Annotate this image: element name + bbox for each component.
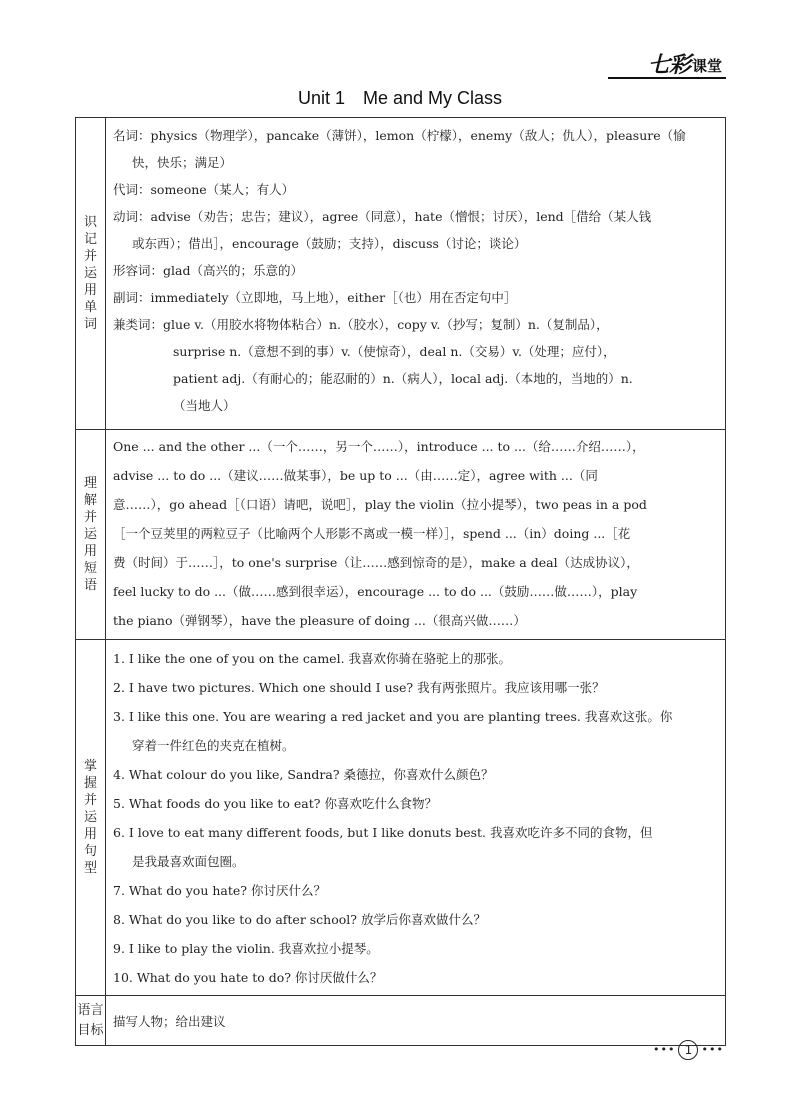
text-line: 形容词：glad（高兴的；乐意的） xyxy=(113,263,303,278)
text-line: 兼类词：glue v.（用胶水将物体粘合）n.（胶水），copy v.（抄写；复制）n.（复制品）， xyxy=(113,317,609,332)
text-line: 代词：someone（某人；有人） xyxy=(113,182,295,197)
text-line: feel lucky to do ...（做……感到很幸运），encourage ... to do ...（鼓励……做……），play xyxy=(113,584,638,599)
text-line: 动词：advise（劝告；忠告；建议），agree（同意），hate（憎恨；讨厌），lend［借给（某人钱 xyxy=(113,209,652,224)
summary-table xyxy=(75,117,726,1046)
text-line: the piano（弹钢琴），have the pleasure of doing ...（很高兴做……） xyxy=(113,613,526,628)
text-line: advise ... to do ...（建议……做某事），be up to ...（由……定），agree with ...（同 xyxy=(113,468,598,483)
text-line: 1. I like the one of you on the camel. 我喜欢你骑在骆驼上的那张。 xyxy=(113,651,512,666)
text-line: 副词：immediately（立即地，马上地），either［（也）用在否定句中］ xyxy=(113,290,517,305)
brand-text-sub: 课堂 xyxy=(691,56,722,75)
dots-right: ••• xyxy=(701,1043,724,1056)
brand-text-main: 七彩 xyxy=(647,52,690,78)
row-label-goals: 语言 目标 xyxy=(76,996,106,1046)
text-line: 8. What do you like to do after school? 放学后你喜欢做什么？ xyxy=(113,912,486,927)
table-row-vocabulary xyxy=(76,118,726,430)
text-line: 5. What foods do you like to eat? 你喜欢吃什么食物？ xyxy=(113,796,437,811)
row-label-vocabulary: 识记并运用单词 xyxy=(76,118,106,430)
row-content-sentences xyxy=(106,640,726,996)
text-line: 意……），go ahead［（口语）请吧，说吧］，play the violin（拉小提琴），two peas in a pod xyxy=(113,497,647,512)
row-label-phrases: 理解并运用短语 xyxy=(76,430,106,640)
text-line: 2. I have two pictures. Which one should I use? 我有两张照片。我应该用哪一张？ xyxy=(113,680,605,695)
text-line: 或东西）；借出］，encourage（鼓励；支持），discuss（讨论；谈论） xyxy=(132,236,527,251)
text-line: ［一个豆荚里的两粒豆子（比喻两个人形影不离或一模一样）］，spend ...（in）doing ...［花 xyxy=(113,526,631,541)
text-line: 是我最喜欢面包圈。 xyxy=(132,854,245,869)
table-row-phrases xyxy=(76,430,726,640)
text-line: 10. What do you hate to do? 你讨厌做什么？ xyxy=(113,970,383,985)
brand-underline xyxy=(608,77,726,79)
table-row-goals xyxy=(76,996,726,1046)
brand-logo xyxy=(648,50,722,76)
text-line: 描写人物；给出建议 xyxy=(113,1013,226,1029)
text-line: One ... and the other ...（一个……，另一个……），introduce ... to ...（给……介绍……）， xyxy=(113,439,645,454)
text-line: 3. I like this one. You are wearing a red jacket and you are planting trees. 我喜欢这张。你 xyxy=(113,709,673,724)
text-line: 穿着一件红色的夹克在植树。 xyxy=(132,738,295,753)
text-line: 名词：physics（物理学），pancake（薄饼），lemon（柠檬），enemy（敌人；仇人），pleasure（愉 xyxy=(113,128,686,143)
page-title: Unit 1 Me and My Class xyxy=(297,88,503,108)
table-row-sentences xyxy=(76,640,726,996)
page-number: 1 xyxy=(678,1040,698,1060)
text-line: patient adj.（有耐心的；能忍耐的）n.（病人），local adj.（本地的，当地的）n. xyxy=(173,371,633,386)
dots-left: ••• xyxy=(653,1043,676,1056)
text-line: 7. What do you hate? 你讨厌什么？ xyxy=(113,883,326,898)
row-content-phrases xyxy=(106,430,726,640)
text-line: 6. I love to eat many different foods, but I like donuts best. 我喜欢吃许多不同的食物，但 xyxy=(113,825,653,840)
text-line: 费（时间）于……］，to one's surprise（让……感到惊奇的是），make a deal（达成协议）， xyxy=(113,555,639,570)
text-line: 快，快乐；满足） xyxy=(132,155,233,170)
text-line: （当地人） xyxy=(173,398,236,413)
text-line: 9. I like to play the violin. 我喜欢拉小提琴。 xyxy=(113,941,379,956)
row-label-sentences: 掌握并运用句型 xyxy=(76,640,106,996)
text-line: surprise n.（意想不到的事）v.（使惊奇），deal n.（交易）v.（处理；应付）， xyxy=(173,344,616,359)
row-content-vocabulary xyxy=(106,118,726,430)
page-number-badge xyxy=(653,1040,724,1060)
row-content-goals xyxy=(106,996,726,1046)
text-line: 4. What colour do you like, Sandra? 桑德拉，你喜欢什么颜色？ xyxy=(113,767,494,782)
